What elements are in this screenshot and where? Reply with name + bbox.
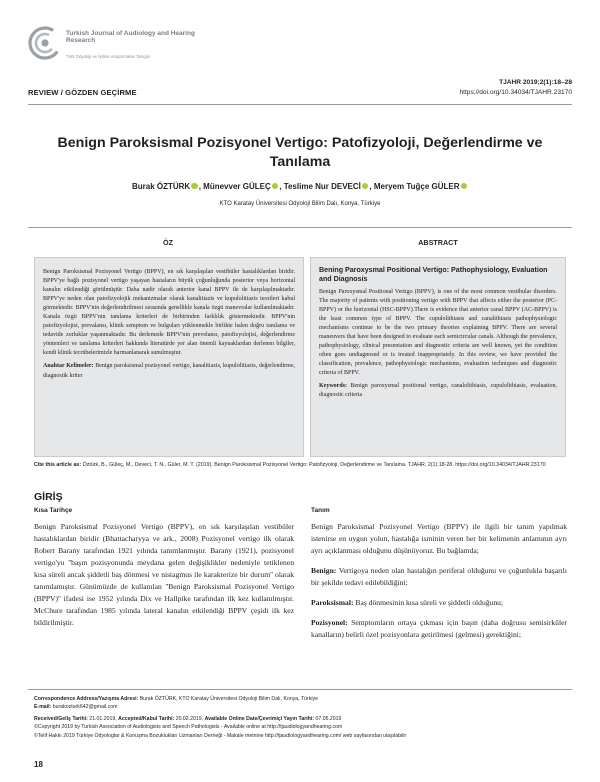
author-name: Teslime Nur DEVECİ [283,182,361,191]
abstract-title: Bening Paroxysmal Positional Vertigo: Pathophysiology, Evaluation and Diagnosis [319,266,548,284]
subheading-history: Kısa Tarihçe [34,507,73,514]
correspondence-label: Correspondence Address/Yazışma Adresi: [34,696,139,702]
received-value: 21.01.2019, [89,715,117,722]
definition-term [311,565,567,589]
affiliation: KTO Karatay Üniversitesi Odyoloji Bilim Dalı, Konya, Türkiye [219,201,381,207]
intro-right-column [311,521,567,649]
correspondence-value: Burak ÖZTÜRK, KTO Karatay Üniversitesi Odyoloji Bilim Dalı, Konya, Türkiye [139,696,318,702]
accepted-value: 20.02.2019, [175,715,204,722]
oz-keywords-label: Anahtar Kelimeler: [43,363,94,370]
cite-text: Öztürk, B., Güleç, M., Deveci, T. N., Güler, M. T. (2019). Benign Paroksismal Pozisyonel Vertigo: Patofizyoloji, Değerlendirme ve Tanılama. TJAHR, 2(1):18-28. https://doi.org/10.34034/TJAHR.23170 [82,462,546,468]
abstract-keywords-label: Keywords: [319,383,347,390]
orcid-icon[interactable] [272,183,279,190]
definition-term [311,617,567,641]
journal-name: Turkish Journal of Audiology and Hearing Research [66,30,195,45]
copyright-tr: ©Telif Hakkı 2019 Türkiye Odyologlar & Konuşma Bozuklukları Uzmanları Derneği - Makale metnine http://tjaudiologyandhearing.com/ web sayfasından ulaşılabilir [34,732,407,739]
header-divider [28,104,572,105]
footer [34,695,574,740]
section-heading-giris: GİRİŞ [34,491,63,503]
oz-keywords-value: Benign paroksismal pozisyonel vertigo, kanalitiazis, kupulolitiazis, değerlendirme, diagnostik kriter [43,363,296,379]
definition-intro: Benign Paroksismal Pozisyonel Vertigo (BPPV) ile ilgili bir tanım yapılmak istenirse en uygun yolun, hastalığa isminin veren her bir kelimenin anlamının ayrı ayrı açıklanması olduğunu düşünüyoruz. Bu bağlamda; [311,522,567,556]
oz-box [34,257,304,457]
page-number: 18 [34,760,43,769]
term-label: Paroksismal: [311,598,354,608]
cite-as [34,460,566,470]
email-label: E-mail: [34,704,52,711]
accepted-label: Accepted/Kabul Tarihi: [118,715,175,722]
intro-left-paragraph: Benign Paroksismal Pozisyonel Vertigo (BPPV), en sık karşılaşılan vestibüler hastalıklardan biridir (Bhattacharyya ve ark., 2008) Pozisyonel vertigo ilk olarak Robert Barany tarafından 1921 yılında tanımlanmıştır. Barany (1921), pozisyonel vertigo'yu ''başın pozisyonunda meydana gelen değişiklikler nedeniyle tetiklenen kısa süreli ancak şiddetli baş dönmesi ve nistagmus ile karakterize bir durum'' olarak tanımlamıştır. Günümüzde de kullanılan ''Benign Paroksismal Pozisyonel Vertigo (BPPV)'' ifadesi ise 1952 yılında Dix ve Hallpike tarafından ilk kez kullanılmıştır. McChure tarafından 1985 yılında lateral kanalın etkilendiği BPPV çeşidi ilk kez bildirilmiştir. [34,522,294,628]
subheading-definition: Tanım [311,507,330,514]
footer-divider [28,689,572,690]
correspondence [34,695,574,703]
citation-volume: TJAHR 2019;2(1):18–28 [499,79,572,86]
abstract-keywords [319,382,557,400]
term-definition: Semptomların ortaya çıkması için başın (daha doğrusu semisirküler kanalların) belirli özel pozisyonlara getirilmesi (gelmesi) gerektiğini; [311,618,567,640]
online-label: Available Online Date/Çevrimiçi Yayın Tarihi: [204,715,315,722]
term-definition: Baş dönmesinin kısa süreli ve şiddetli olduğunu; [355,598,504,608]
abstract-keywords-value: Benign paroxysmal positional vertigo, canalolithiasis, cupulolithiasis, evaluation, diagnostic criteria [319,383,557,399]
received-label: Received/Geliş Tarihi: [34,715,88,722]
oz-text: Benign Paroksismal Pozisyonel Vertigo (BPPV), en sık karşılaşılan vestibüler hastalıklardan biridir. BPPV'ye bağlı pozisyonel vertigo yaşayan hastaların büyük çoğunluğunda posterior veya horizontal kanalın etkilendiği görülmüştür. Daha nadir olarak anterior kanal BPPV ile de karşılaşılmaktadır. BPPV'ye neden olan patofizyolojik mekanizmalar olarak kanalitiazis ve kupulolitiazis teorileri kabul görmektedir. BPPV'nin değerlendirilmesi sırasında genellikle kanala özgü manevralar kullanılmaktadır. Kanala özgü BPPV'nin tanılama kriterleri de birbirinden farklılık göstermektedir. BPPV'nin patofizyolojisi, prevalansı, klinik semptom ve bulguları yüklenmekle birlikte halen doğru tanılama ve tedavide zorluklar yaşanmaktadır. Bu derlemede BPPV'nin prevelansı, patofizyolojisi, değerlendirme yöntemleri ve tanılama kriterleri hakkında literatürde yer alan önemli kaynaklardan derlenen bilgiler, kendi klinik tecrübelerimizle harmanlanarak sunulmuştur. [43,269,295,357]
journal-citation [459,78,572,98]
orcid-icon[interactable] [461,183,468,190]
oz-heading: ÖZ [163,238,173,247]
oz-keywords [43,362,295,380]
article-title: Benign Paroksismal Pozisyonel Vertigo: Patofizyoloji, Değerlendirme ve Tanılama [57,135,543,170]
orcid-icon[interactable] [191,183,198,190]
email [34,703,574,711]
journal-name-tr: Türk Odyoloji ve İşitme Araştırmaları Dergisi [66,54,150,59]
abstract-heading: ABSTRACT [418,238,458,247]
citation-doi[interactable]: https://doi.org/10.34034/TJAHR.23170 [459,89,572,96]
author-name: Meryem Tuğçe GÜLER [373,182,460,191]
article-type: REVIEW / GÖZDEN GEÇİRME [28,88,137,97]
cite-label: Cite this article as: [34,462,82,468]
author-list: Burak ÖZTÜRK , Münevver GÜLEÇ , Teslime Nur DEVECİ , Meryem Tuğçe GÜLER [0,182,600,191]
term-label: Benign: [311,566,337,576]
online-value: 07.05.2019 [315,715,342,722]
term-label: Pozisyonel: [311,618,348,628]
definition-term [311,597,567,609]
author-name: Burak ÖZTÜRK [131,182,191,191]
author-name: Münevver GÜLEÇ [203,182,271,191]
journal-logo-icon [28,26,62,60]
term-definition: Vertigoya neden olan hastalığın periferal olduğunu ve çoğunlukla başarılı bir şekilde tedavi edilebildiğini; [311,566,567,588]
abstract-text: Benign Paroxysmal Positional Vertigo (BPPV), is one of the most common vestibular disorders. The majority of patients with positioning vertigo with BPPV that affects either the posterior (PC-BPPV) or the horizontal (HSC-BPPV).There is evidence that anterior canal BPPV (AC-BPPV) is the least common type of BPPV. The cupulolithiasis and canalithiasis pathophysiologic mechanisms continue to be the two primary theories explaining BPPV. There are several maneuvers that have been designed to evaluate each semicircular canals. Although the prevalence, pathophysiology, clinical presentation and diagnostic criteria are well known, yet the condition often goes undiagnosed or is treated inappropriately. In this review, we have provided the classification, prevalence, pathophysiologic mechanisms, evaluation techniques and diagnostic criteria of BPPV. [319,288,557,377]
dates [34,715,574,723]
abstract-top-divider [28,227,572,228]
copyright-en: ©Copyright 2019 by Turkish Association of Audiologists and Speech Pathologists - Available online at http://tjaudiologyandhearing.com [34,724,343,731]
abstract-box [310,257,566,457]
email-value[interactable]: burakozturk642@gmail.com [52,704,118,711]
orcid-icon[interactable] [362,183,369,190]
